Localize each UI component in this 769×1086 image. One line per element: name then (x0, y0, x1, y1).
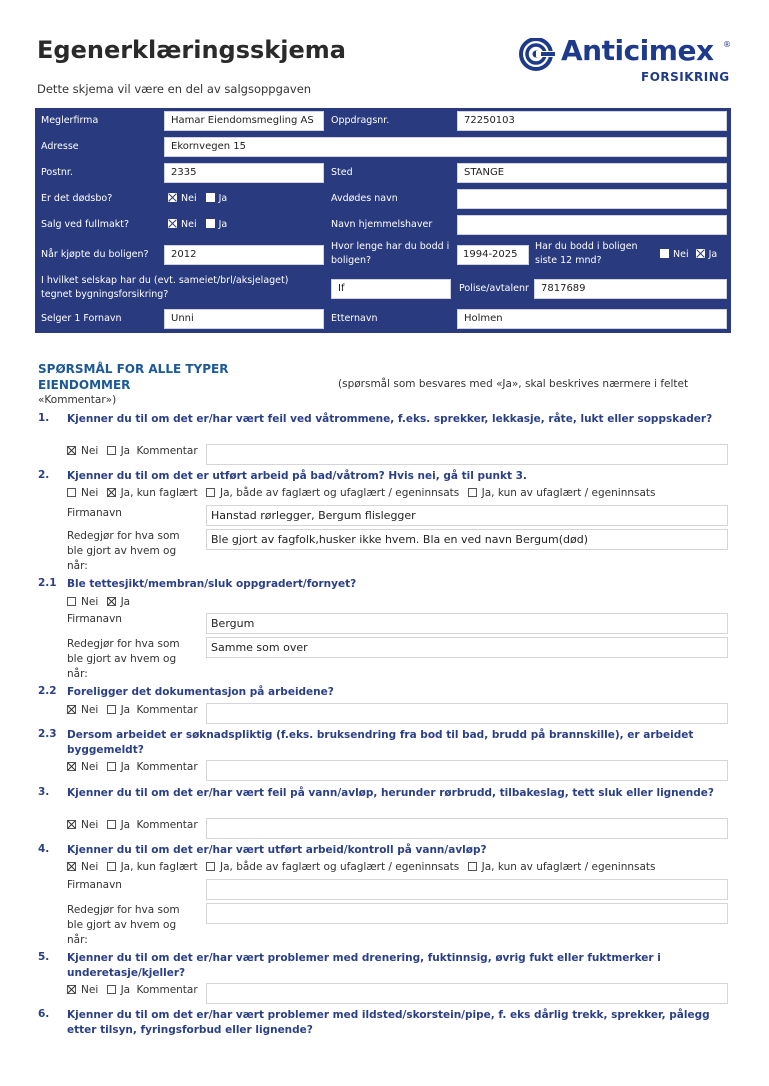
q4-ja-ufaglaert-label: Ja, kun av ufaglært / egeninnsats (481, 861, 656, 873)
anticimex-logo (517, 36, 737, 88)
q23-text: Dersom arbeidet er søknadspliktig (f.eks. bruksendring fra bod til bad, brudd på brannskille), er arbeidet byggemeldt? (67, 729, 694, 756)
q1-options (67, 445, 198, 457)
fullmakt-ja-checkbox[interactable] (206, 219, 215, 228)
page-subtitle: Dette skjema vil være en del av salgsoppgaven (37, 82, 312, 96)
section-note-line2: «Kommentar») (38, 394, 117, 406)
q21-ja-label: Ja (120, 596, 131, 608)
q23-nei-label: Nei (81, 761, 99, 773)
q21-options (67, 596, 130, 608)
q2-firmanavn-label: Firmanavn (67, 507, 122, 519)
q23-options (67, 761, 198, 773)
q3-number: 3. (38, 786, 50, 798)
oppdragsnr-label: Oppdragsnr. (331, 115, 390, 126)
redegjor-line2: ble gjort av hvem og (67, 545, 177, 557)
q2-ja-ufaglaert-checkbox[interactable] (468, 488, 477, 497)
meglerfirma-field[interactable]: Hamar Eiendomsmegling AS (164, 111, 324, 131)
q5-nei-label: Nei (81, 984, 99, 996)
section-title-line2: EIENDOMMER (38, 378, 131, 392)
redegjor-line2: ble gjort av hvem og (67, 653, 177, 665)
q2-nei-checkbox[interactable] (67, 488, 76, 497)
q23-number: 2.3 (38, 728, 57, 740)
anticimex-swirl-icon (517, 38, 557, 72)
q4-firmanavn-label: Firmanavn (67, 879, 122, 891)
q4-ja-begge-checkbox[interactable] (206, 862, 215, 871)
sted-field[interactable]: STANGE (457, 163, 727, 183)
q2-ja-begge-label: Ja, både av faglært og ufaglært / egeninnsats (220, 487, 460, 499)
etternavn-field[interactable]: Holmen (457, 309, 727, 329)
q2-ja-begge-checkbox[interactable] (206, 488, 215, 497)
siste12-options (660, 248, 717, 262)
q21-text: Ble tettesjikt/membran/sluk oppgradert/fornyet? (67, 578, 357, 590)
q4-ja-faglaert-checkbox[interactable] (107, 862, 116, 871)
q4-text: Kjenner du til om det er/har vært utført arbeid/kontroll på vann/avløp? (67, 844, 487, 856)
kjopt-field[interactable]: 2012 (164, 245, 324, 265)
page-title: Egenerklæringsskjema (37, 36, 346, 64)
fullmakt-label: Salg ved fullmakt? (41, 219, 130, 230)
siste12-ja-checkbox[interactable] (696, 249, 705, 258)
selskap-field[interactable]: If (331, 279, 451, 299)
q21-redegjor-label (67, 637, 180, 682)
bodd-field[interactable]: 1994-2025 (457, 245, 529, 265)
property-info-panel (35, 108, 731, 333)
q4-nei-label: Nei (81, 861, 99, 873)
q6-text: Kjenner du til om det er/har vært problemer med ildsted/skorstein/pipe, f. eks dårlig trekk, sprekker, pålegg etter tilsyn, fyringsforbud eller lignende? (67, 1009, 710, 1036)
q1-nei-checkbox[interactable] (67, 446, 76, 455)
fornavn-label: Selger 1 Fornavn (41, 313, 122, 324)
q1-ja-label: Ja (120, 445, 131, 457)
adresse-label: Adresse (41, 141, 79, 152)
oppdragsnr-field[interactable]: 72250103 (457, 111, 727, 131)
q3-nei-label: Nei (81, 819, 99, 831)
q4-ja-faglaert-label: Ja, kun faglært (120, 861, 198, 873)
q3-nei-checkbox[interactable] (67, 820, 76, 829)
q3-text: Kjenner du til om det er/har vært feil på vann/avløp, herunder rørbrudd, tilbakeslag, tett sluk eller lignende? (67, 787, 714, 799)
q4-number: 4. (38, 843, 50, 855)
meglerfirma-label: Meglerfirma (41, 115, 99, 126)
q22-kommentar-label: Kommentar (136, 704, 198, 716)
redegjor-line3: når: (67, 668, 88, 680)
q22-options (67, 704, 198, 716)
q4-options (67, 861, 656, 873)
logo-registered-mark: ® (723, 40, 731, 49)
dodsbo-ja-label: Ja (218, 193, 228, 204)
q1-text: Kjenner du til om det er/har vært feil ved våtrommene, f.eks. sprekker, lekkasje, råte, lukt eller soppskader? (67, 413, 713, 425)
q4-ja-ufaglaert-checkbox[interactable] (468, 862, 477, 871)
q22-ja-label: Ja (120, 704, 131, 716)
etternavn-label: Etternavn (331, 313, 378, 324)
q3-options (67, 819, 198, 831)
section-title-line1: SPØRSMÅL FOR ALLE TYPER (38, 362, 229, 376)
q2-redegjor-label (67, 529, 180, 574)
q21-ja-checkbox[interactable] (107, 597, 116, 606)
dodsbo-ja-checkbox[interactable] (206, 193, 215, 202)
q21-nei-label: Nei (81, 596, 99, 608)
q5-kommentar-label: Kommentar (136, 984, 198, 996)
q5-ja-checkbox[interactable] (107, 985, 116, 994)
q21-number: 2.1 (38, 577, 57, 589)
redegjor-line3: når: (67, 560, 88, 572)
logo-subtitle: FORSIKRING (641, 70, 730, 84)
q2-redegjor-field[interactable]: Ble gjort av fagfolk,husker ikke hvem. Bla en ved navn Bergum(død) (206, 529, 728, 550)
adresse-field[interactable]: Ekornvegen 15 (164, 137, 727, 157)
q21-nei-checkbox[interactable] (67, 597, 76, 606)
fullmakt-nei-label: Nei (181, 219, 197, 230)
q21-firmanavn-label: Firmanavn (67, 613, 122, 625)
q3-kommentar-label: Kommentar (136, 819, 198, 831)
q5-options (67, 984, 198, 996)
hjemmelshaver-field[interactable] (457, 215, 727, 235)
q23-kommentar-label: Kommentar (136, 761, 198, 773)
q2-nei-label: Nei (81, 487, 99, 499)
bodd-label: Hvor lenge har du bodd i boligen? (331, 241, 450, 266)
q5-ja-label: Ja (120, 984, 131, 996)
q2-ja-faglaert-checkbox[interactable] (107, 488, 116, 497)
q22-text: Foreligger det dokumentasjon på arbeidene? (67, 686, 334, 698)
q2-ja-faglaert-label: Ja, kun faglært (120, 487, 198, 499)
redegjor-line1: Redegjør for hva som (67, 530, 180, 542)
redegjor-line3: når: (67, 934, 88, 946)
q4-firmanavn-field[interactable] (206, 879, 728, 900)
avdodes-field[interactable] (457, 189, 727, 209)
q22-kommentar-field[interactable] (206, 703, 728, 724)
sted-label: Sted (331, 167, 353, 178)
q3-ja-label: Ja (120, 819, 131, 831)
q2-number: 2. (38, 469, 50, 481)
q21-redegjor-field[interactable]: Samme som over (206, 637, 728, 658)
dodsbo-label: Er det dødsbo? (41, 193, 113, 204)
q5-nei-checkbox[interactable] (67, 985, 76, 994)
redegjor-line2: ble gjort av hvem og (67, 919, 177, 931)
logo-brand-text: Anticimex (561, 34, 714, 67)
q23-ja-label: Ja (120, 761, 131, 773)
q1-kommentar-field[interactable] (206, 444, 728, 465)
q5-kommentar-field[interactable] (206, 983, 728, 1004)
q2-text: Kjenner du til om det er utført arbeid på bad/våtrom? Hvis nei, gå til punkt 3. (67, 470, 527, 482)
postnr-label: Postnr. (41, 167, 73, 178)
selskap-label: I hvilket selskap har du (evt. sameiet/brl/aksjelaget) tegnet bygningsforsikring? (41, 275, 289, 300)
dodsbo-nei-checkbox[interactable] (168, 193, 177, 202)
q23-ja-checkbox[interactable] (107, 762, 116, 771)
q5-text: Kjenner du til om det er/har vært problemer med drenering, fuktinnsig, øvrig fukt eller fuktmerker i underetasje/kjeller? (67, 952, 661, 979)
q3-ja-checkbox[interactable] (107, 820, 116, 829)
hjemmelshaver-label: Navn hjemmelshaver (331, 219, 433, 230)
postnr-field[interactable]: 2335 (164, 163, 324, 183)
fullmakt-ja-label: Ja (218, 219, 228, 230)
q4-redegjor-label (67, 903, 180, 948)
siste12-ja-label: Ja (708, 249, 718, 260)
polise-label: Polise/avtalenr (459, 283, 529, 294)
avdodes-label: Avdødes navn (331, 193, 398, 204)
q2-options (67, 487, 656, 499)
q23-nei-checkbox[interactable] (67, 762, 76, 771)
q22-number: 2.2 (38, 685, 57, 697)
q1-ja-checkbox[interactable] (107, 446, 116, 455)
q4-ja-begge-label: Ja, både av faglært og ufaglært / egeninnsats (220, 861, 460, 873)
q22-nei-checkbox[interactable] (67, 705, 76, 714)
siste12-nei-label: Nei (673, 249, 689, 260)
q5-number: 5. (38, 951, 50, 963)
polise-field[interactable]: 7817689 (534, 279, 727, 299)
q3-kommentar-field[interactable] (206, 818, 728, 839)
fullmakt-nei-checkbox[interactable] (168, 219, 177, 228)
q2-firmanavn-field[interactable]: Hanstad rørlegger, Bergum flislegger (206, 505, 728, 526)
kjopt-label: Når kjøpte du boligen? (41, 249, 149, 260)
q22-ja-checkbox[interactable] (107, 705, 116, 714)
redegjor-line1: Redegjør for hva som (67, 904, 180, 916)
fullmakt-options (168, 218, 227, 232)
q21-firmanavn-field[interactable]: Bergum (206, 613, 728, 634)
q4-nei-checkbox[interactable] (67, 862, 76, 871)
siste12-nei-checkbox[interactable] (660, 249, 669, 258)
q1-nei-label: Nei (81, 445, 99, 457)
section-title (38, 361, 228, 393)
q1-kommentar-label: Kommentar (136, 445, 198, 457)
redegjor-line1: Redegjør for hva som (67, 638, 180, 650)
section-note-line1: (spørsmål som besvares med «Ja», skal beskrives nærmere i feltet (338, 378, 689, 390)
q22-nei-label: Nei (81, 704, 99, 716)
q4-redegjor-field[interactable] (206, 903, 728, 924)
q23-kommentar-field[interactable] (206, 760, 728, 781)
q1-number: 1. (38, 412, 50, 424)
dodsbo-options (168, 192, 227, 206)
q2-ja-ufaglaert-label: Ja, kun av ufaglært / egeninnsats (481, 487, 656, 499)
q6-number: 6. (38, 1008, 50, 1020)
siste12-label: Har du bodd i boligen siste 12 mnd? (535, 241, 638, 266)
fornavn-field[interactable]: Unni (164, 309, 324, 329)
dodsbo-nei-label: Nei (181, 193, 197, 204)
